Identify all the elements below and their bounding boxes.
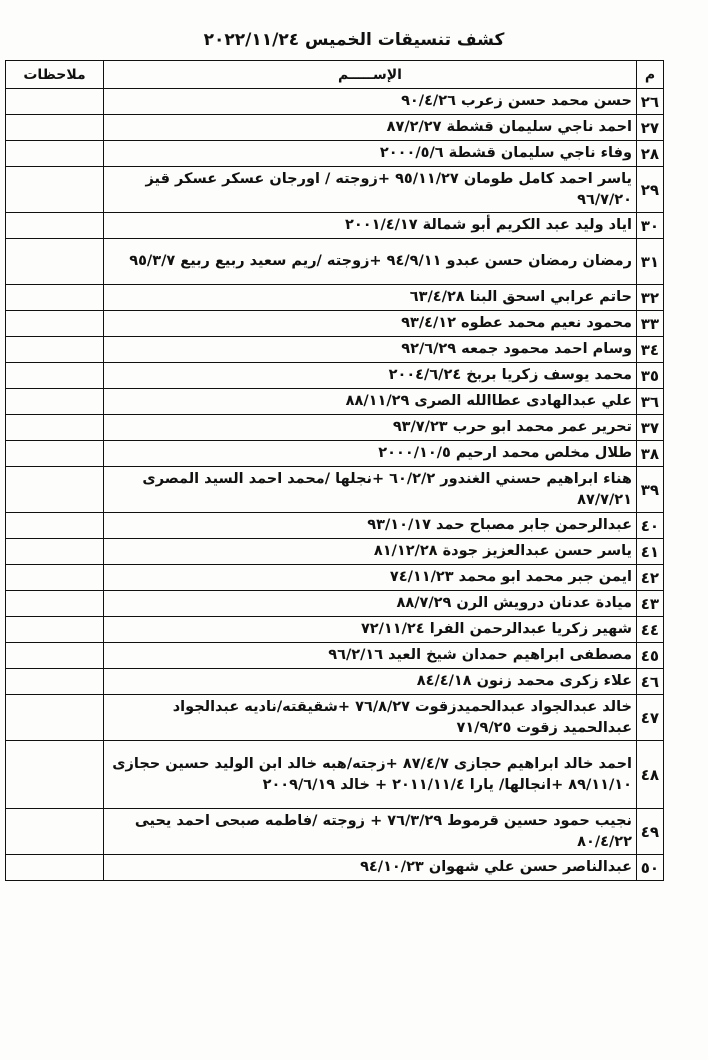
table-row: [6, 695, 664, 741]
table-row: [6, 167, 664, 213]
table-row: [6, 89, 664, 115]
row-number: ٣٥: [637, 363, 664, 389]
row-number: ٤٤: [637, 617, 664, 643]
row-name: طلال مخلص محمد ارحيم ٢٠٠٠/١٠/٥: [104, 441, 637, 467]
header-name: الإســـــم: [104, 61, 637, 89]
table-row: [6, 855, 664, 881]
table-row: [6, 565, 664, 591]
row-number: ٤٦: [637, 669, 664, 695]
table-row: [6, 213, 664, 239]
row-notes: [6, 643, 104, 669]
row-notes: [6, 415, 104, 441]
row-number: ٣٢: [637, 285, 664, 311]
row-number: ٤٧: [637, 695, 664, 741]
row-name: ياسر احمد كامل طومان ٩٥/١١/٢٧ +زوجته / اورجان عسكر عسكر قيز ٩٦/٧/٢٠: [104, 167, 637, 213]
row-notes: [6, 285, 104, 311]
table-row: [6, 239, 664, 285]
row-notes: [6, 213, 104, 239]
row-notes: [6, 141, 104, 167]
row-notes: [6, 441, 104, 467]
row-number: ٣٩: [637, 467, 664, 513]
row-name: ميادة عدنان درويش الرن ٨٨/٧/٢٩: [104, 591, 637, 617]
row-notes: [6, 591, 104, 617]
table-row: [6, 389, 664, 415]
row-notes: [6, 467, 104, 513]
row-name: عبدالناصر حسن علي شهوان ٩٤/١٠/٢٣: [104, 855, 637, 881]
row-name: شهير زكريا عبدالرحمن الفرا ٧٢/١١/٢٤: [104, 617, 637, 643]
table-row: [6, 617, 664, 643]
table-row: [6, 513, 664, 539]
row-notes: [6, 695, 104, 741]
row-notes: [6, 239, 104, 285]
row-number: ٣٦: [637, 389, 664, 415]
row-name: احمد خالد ابراهيم حجازى ٨٧/٤/٧ +زجته/هبه خالد ابن الوليد حسين حجازى ٨٩/١١/١٠ +انجالها/ يارا ٢٠١١/١١/٤ + خالد ٢٠٠٩/٦/١٩: [104, 741, 637, 809]
row-number: ٣٣: [637, 311, 664, 337]
row-notes: [6, 389, 104, 415]
row-name: علي عبدالهادى عطاالله الصرى ٨٨/١١/٢٩: [104, 389, 637, 415]
row-number: ٤٥: [637, 643, 664, 669]
row-number: ٢٨: [637, 141, 664, 167]
row-number: ٣٤: [637, 337, 664, 363]
table-row: [6, 643, 664, 669]
row-number: ٤٨: [637, 741, 664, 809]
row-notes: [6, 741, 104, 809]
row-name: وفاء ناجي سليمان قشطة ٢٠٠٠/٥/٦: [104, 141, 637, 167]
row-notes: [6, 617, 104, 643]
table-row: [6, 415, 664, 441]
row-number: ٣٧: [637, 415, 664, 441]
row-name: هناء ابراهيم حسني الغندور ٦٠/٢/٢ +نجلها /محمد احمد السيد المصرى ٨٧/٧/٢١: [104, 467, 637, 513]
row-number: ٣٨: [637, 441, 664, 467]
row-number: ٤٣: [637, 591, 664, 617]
table-row: [6, 337, 664, 363]
row-notes: [6, 363, 104, 389]
table-row: [6, 809, 664, 855]
row-notes: [6, 337, 104, 363]
table-row: [6, 141, 664, 167]
row-notes: [6, 513, 104, 539]
row-name: مصطفى ابراهيم حمدان شيخ العيد ٩٦/٢/١٦: [104, 643, 637, 669]
row-name: اياد وليد عبد الكريم أبو شمالة ٢٠٠١/٤/١٧: [104, 213, 637, 239]
row-number: ٤٢: [637, 565, 664, 591]
row-name: حاتم عرابي اسحق البنا ٦٣/٤/٢٨: [104, 285, 637, 311]
row-number: ٣٠: [637, 213, 664, 239]
row-number: ٤٩: [637, 809, 664, 855]
row-name: ياسر حسن عبدالعزيز جودة ٨١/١٢/٢٨: [104, 539, 637, 565]
row-name: ايمن جبر محمد ابو محمد ٧٤/١١/٢٣: [104, 565, 637, 591]
row-name: احمد ناجي سليمان قشطة ٨٧/٢/٢٧: [104, 115, 637, 141]
row-number: ٥٠: [637, 855, 664, 881]
table-row: [6, 363, 664, 389]
page-title: كشف تنسيقات الخميس ٢٠٢٢/١١/٢٤: [203, 30, 505, 50]
row-notes: [6, 311, 104, 337]
row-number: ٢٦: [637, 89, 664, 115]
row-notes: [6, 809, 104, 855]
row-name: وسام احمد محمود جمعه ٩٢/٦/٢٩: [104, 337, 637, 363]
row-name: حسن محمد حسن زعرب ٩٠/٤/٢٦: [104, 89, 637, 115]
row-name: عبدالرحمن جابر مصباح حمد ٩٣/١٠/١٧: [104, 513, 637, 539]
row-number: ٢٧: [637, 115, 664, 141]
row-number: ٤١: [637, 539, 664, 565]
row-name: خالد عبدالجواد عبدالحميدزقوت ٧٦/٨/٢٧ +شقيقته/ناديه عبدالجواد عبدالحميد زقوت ٧١/٩/٢٥: [104, 695, 637, 741]
row-notes: [6, 539, 104, 565]
table-row: [6, 741, 664, 809]
table-row: [6, 115, 664, 141]
row-notes: [6, 115, 104, 141]
table-row: [6, 285, 664, 311]
row-name: محمد يوسف زكريا بربخ ٢٠٠٤/٦/٢٤: [104, 363, 637, 389]
row-notes: [6, 89, 104, 115]
table-row: [6, 441, 664, 467]
table-row: [6, 467, 664, 513]
row-number: ٣١: [637, 239, 664, 285]
row-number: ٢٩: [637, 167, 664, 213]
row-notes: [6, 565, 104, 591]
table-row: [6, 311, 664, 337]
row-name: رمضان رمضان حسن عبدو ٩٤/٩/١١ +زوجته /ريم سعيد ربيع ربيع ٩٥/٣/٧: [104, 239, 637, 285]
table-header-row: [6, 61, 664, 89]
header-num: م: [637, 61, 664, 89]
row-name: تحرير عمر محمد ابو حرب ٩٣/٧/٢٣: [104, 415, 637, 441]
table-row: [6, 591, 664, 617]
table-row: [6, 669, 664, 695]
row-notes: [6, 669, 104, 695]
row-name: علاء زكرى محمد زنون ٨٤/٤/١٨: [104, 669, 637, 695]
table-row: [6, 539, 664, 565]
row-number: ٤٠: [637, 513, 664, 539]
row-notes: [6, 167, 104, 213]
names-table: [5, 60, 664, 881]
row-name: نجيب حمود حسين قرموط ٧٦/٣/٢٩ + زوجته /فاطمه صبحى احمد يحيى ٨٠/٤/٢٢: [104, 809, 637, 855]
header-notes: ملاحظات: [6, 61, 104, 89]
row-name: محمود نعيم محمد عطوه ٩٣/٤/١٢: [104, 311, 637, 337]
row-notes: [6, 855, 104, 881]
